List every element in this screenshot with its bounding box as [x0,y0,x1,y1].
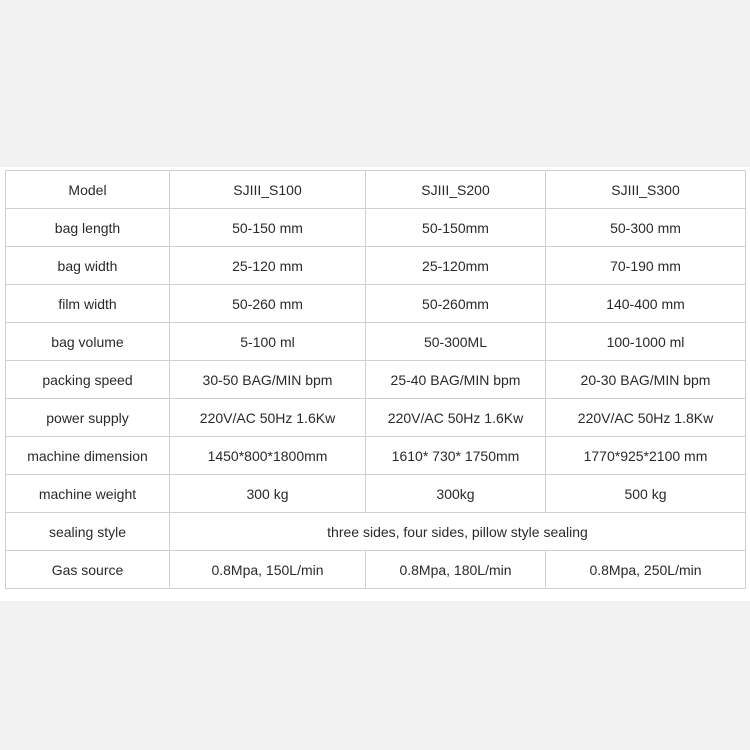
table-cell: 50-260mm [366,285,546,323]
table-header-row [6,171,746,209]
row-label: machine dimension [6,437,170,475]
table-cell: 70-190 mm [546,247,746,285]
table-cell: 25-40 BAG/MIN bpm [366,361,546,399]
table-cell: 50-150mm [366,209,546,247]
table-row [6,513,746,551]
table-row [6,399,746,437]
table-row [6,209,746,247]
row-label: bag length [6,209,170,247]
header-cell: SJIII_S200 [366,171,546,209]
table-cell: 50-300ML [366,323,546,361]
row-label: packing speed [6,361,170,399]
table-cell: 1770*925*2100 mm [546,437,746,475]
table-row [6,285,746,323]
table-cell: 300kg [366,475,546,513]
table-cell: 0.8Mpa, 150L/min [170,551,366,589]
table-cell: 1450*800*1800mm [170,437,366,475]
table-row [6,247,746,285]
table-cell: 0.8Mpa, 250L/min [546,551,746,589]
table-cell: 140-400 mm [546,285,746,323]
row-label: sealing style [6,513,170,551]
table-cell: 220V/AC 50Hz 1.8Kw [546,399,746,437]
table-cell: 50-300 mm [546,209,746,247]
table-cell: 30-50 BAG/MIN bpm [170,361,366,399]
table-cell: 0.8Mpa, 180L/min [366,551,546,589]
header-cell: SJIII_S100 [170,171,366,209]
table-cell: 25-120 mm [170,247,366,285]
table-row [6,551,746,589]
table-cell: 500 kg [546,475,746,513]
table-cell: 50-260 mm [170,285,366,323]
table-cell: 1610* 730* 1750mm [366,437,546,475]
table-cell: 50-150 mm [170,209,366,247]
row-label: film width [6,285,170,323]
table-cell: 220V/AC 50Hz 1.6Kw [170,399,366,437]
table-row [6,361,746,399]
row-label: power supply [6,399,170,437]
table-cell: 220V/AC 50Hz 1.6Kw [366,399,546,437]
merged-cell: three sides, four sides, pillow style sealing [170,513,746,551]
row-label: bag width [6,247,170,285]
table-row [6,323,746,361]
table-cell: 5-100 ml [170,323,366,361]
spec-table [5,170,746,589]
table-cell: 300 kg [170,475,366,513]
row-label: machine weight [6,475,170,513]
table-row [6,475,746,513]
table-cell: 20-30 BAG/MIN bpm [546,361,746,399]
header-cell: SJIII_S300 [546,171,746,209]
header-cell: Model [6,171,170,209]
table-row [6,437,746,475]
row-label: Gas source [6,551,170,589]
table-cell: 100-1000 ml [546,323,746,361]
table-cell: 25-120mm [366,247,546,285]
row-label: bag volume [6,323,170,361]
